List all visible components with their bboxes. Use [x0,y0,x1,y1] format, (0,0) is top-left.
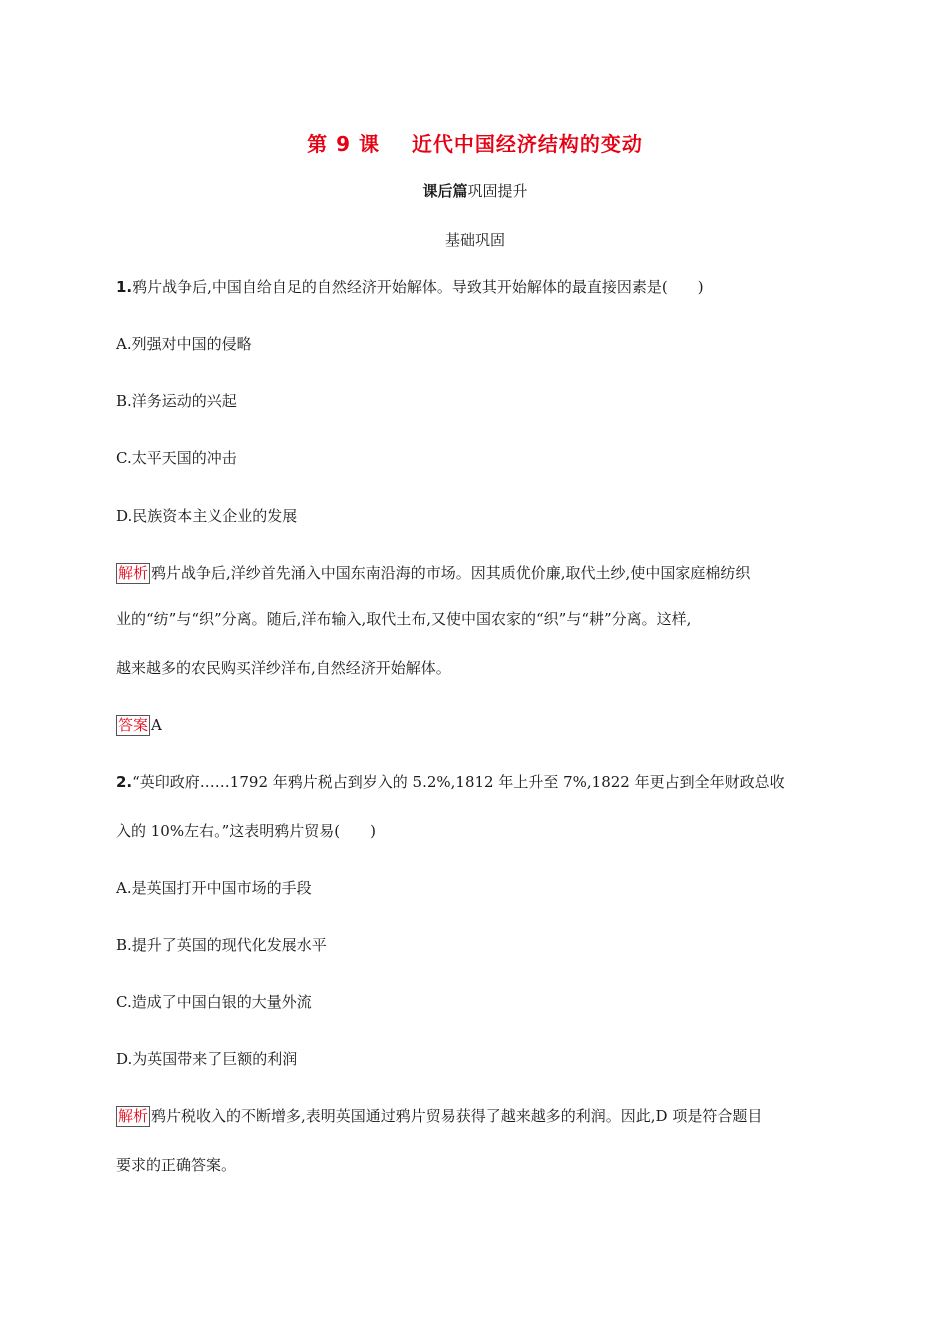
q1-analysis-line-2: 业的“纺”与“织”分离。随后,洋布输入,取代土布,又使中国农家的“织”与“耕”分离。这样, [116,610,692,628]
q2-analysis-text-1: 鸦片税收入的不断增多,表明英国通过鸦片贸易获得了越来越多的利润。因此,D 项是符合题目 [151,1107,763,1125]
q1-stem-text: 鸦片战争后,中国自给自足的自然经济开始解体。导致其开始解体的最直接因素是( ) [132,278,704,296]
q2-analysis-line-2: 要求的正确答案。 [116,1156,237,1174]
q1-analysis-line-3: 越来越多的农民购买洋纱洋布,自然经济开始解体。 [116,659,451,677]
subtitle-rest: 巩固提升 [467,182,528,200]
analysis-tag: 解析 [118,1107,149,1125]
q2-number: 2. [116,773,133,791]
q2-stem-text-1: “英印政府……1792 年鸦片税占到岁入的 5.2%,1812 年上升至 7%,1822 年更占到全年财政总收 [132,773,785,791]
q1-number: 1. [116,278,133,296]
lesson-title: 第 9 课 近代中国经济结构的变动 [307,132,643,156]
q2-analysis-line-1 [116,1105,836,1127]
q2-option-c: C.造成了中国白银的大量外流 [116,993,312,1011]
q2-option-d: D.为英国带来了巨额的利润 [116,1050,298,1068]
q1-option-d: D.民族资本主义企业的发展 [116,507,298,525]
q1-option-b: B.洋务运动的兴起 [116,392,237,410]
q2-stem-line-2: 入的 10%左右。”这表明鸦片贸易( ) [116,822,376,840]
analysis-tag: 解析 [118,564,149,582]
q1-answer-line [116,714,836,736]
section-heading: 基础巩固 [444,231,505,249]
q1-analysis-line-1 [116,562,836,584]
q1-answer-value: A [151,716,162,734]
q1-option-c: C.太平天国的冲击 [116,449,237,467]
answer-tag: 答案 [118,716,149,734]
subtitle [0,180,950,201]
q1-analysis-text-1: 鸦片战争后,洋纱首先涌入中国东南沿海的市场。因其质优价廉,取代土纱,使中国家庭棉纺织 [151,564,751,582]
q1-option-a: A.列强对中国的侵略 [116,335,252,353]
q1-stem [116,276,836,298]
q2-option-a: A.是英国打开中国市场的手段 [116,879,312,897]
q2-option-b: B.提升了英国的现代化发展水平 [116,936,327,954]
subtitle-bold: 课后篇 [422,182,468,200]
q2-stem-line-1 [116,771,836,793]
